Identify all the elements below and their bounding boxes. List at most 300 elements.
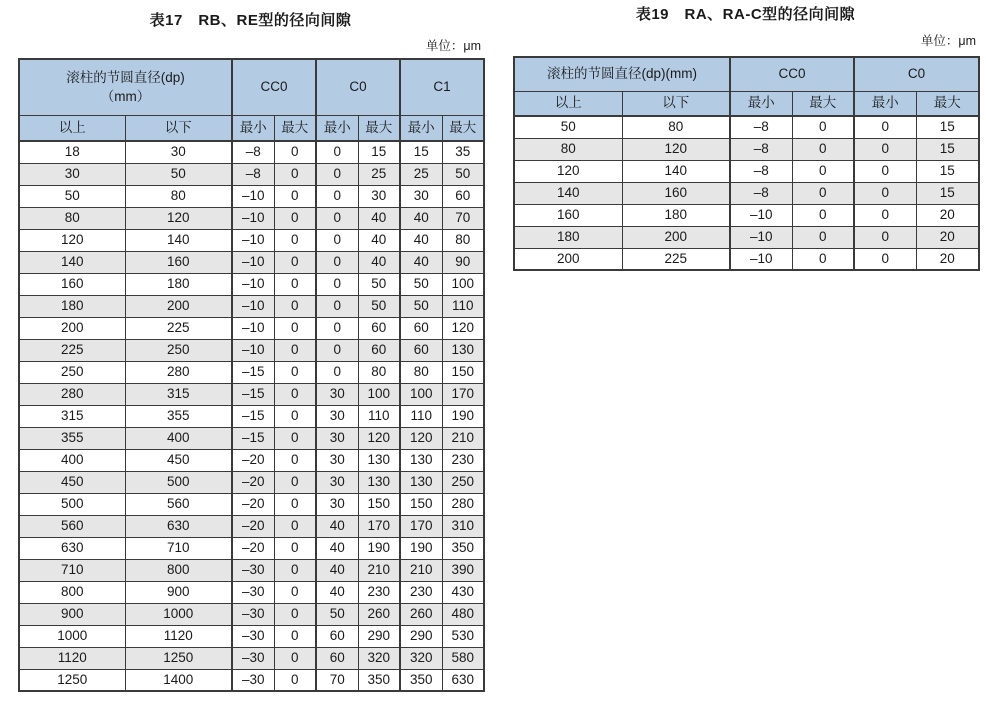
table-cell: 0 xyxy=(274,647,316,669)
table-cell: 40 xyxy=(316,537,358,559)
table-cell: 0 xyxy=(792,138,854,160)
table-row xyxy=(514,226,979,248)
table-cell: 0 xyxy=(316,361,358,383)
table-cell: 0 xyxy=(274,603,316,625)
table-cell: 800 xyxy=(125,559,232,581)
table-cell: 480 xyxy=(442,603,484,625)
table-cell: 80 xyxy=(19,207,125,229)
table17-unit-label: 单位：μm xyxy=(425,39,481,53)
table-row xyxy=(19,427,484,449)
table-row xyxy=(514,116,979,138)
col-header-c0-min: 最小 xyxy=(854,91,916,116)
table-cell: 710 xyxy=(125,537,232,559)
table-cell: 30 xyxy=(316,405,358,427)
table-cell: 150 xyxy=(400,493,442,515)
table-cell: 0 xyxy=(274,515,316,537)
table-cell: 50 xyxy=(358,273,400,295)
table-cell: 290 xyxy=(358,625,400,647)
table-cell: 0 xyxy=(274,383,316,405)
table-cell: 0 xyxy=(274,273,316,295)
table-cell: 400 xyxy=(19,449,125,471)
table-cell: 60 xyxy=(442,185,484,207)
table-cell: 315 xyxy=(19,405,125,427)
table-cell: 430 xyxy=(442,581,484,603)
table-cell: 25 xyxy=(358,163,400,185)
table-cell: 15 xyxy=(916,116,979,138)
table-cell: 230 xyxy=(442,449,484,471)
table-row xyxy=(19,273,484,295)
table-row xyxy=(19,581,484,603)
table-cell: 160 xyxy=(622,182,730,204)
table-cell: 0 xyxy=(316,295,358,317)
table17-title: 表17 RB、RE型的径向间隙 xyxy=(149,12,352,29)
table-cell: 260 xyxy=(358,603,400,625)
table-cell: 210 xyxy=(400,559,442,581)
col-header-dp xyxy=(19,59,232,115)
table-cell: 0 xyxy=(792,116,854,138)
table-cell: 60 xyxy=(400,339,442,361)
table-cell: –8 xyxy=(232,163,274,185)
table-cell: 190 xyxy=(358,537,400,559)
table-cell: 1120 xyxy=(19,647,125,669)
table-cell: 120 xyxy=(400,427,442,449)
table-cell: 30 xyxy=(316,427,358,449)
table-cell: 0 xyxy=(316,251,358,273)
table-cell: 0 xyxy=(316,163,358,185)
table-cell: 120 xyxy=(514,160,622,182)
table-cell: 0 xyxy=(854,138,916,160)
table-cell: 0 xyxy=(316,229,358,251)
table19-unit-label: 单位：μm xyxy=(920,34,976,48)
table-cell: 0 xyxy=(274,427,316,449)
table-row xyxy=(19,647,484,669)
table-cell: 180 xyxy=(19,295,125,317)
table-cell: –10 xyxy=(730,248,792,270)
col-header-cc0: CC0 xyxy=(730,57,854,91)
table-cell: 180 xyxy=(125,273,232,295)
table-cell: 0 xyxy=(274,493,316,515)
table-cell: 100 xyxy=(400,383,442,405)
table-cell: 120 xyxy=(125,207,232,229)
table-cell: 80 xyxy=(622,116,730,138)
table-cell: 30 xyxy=(316,471,358,493)
table-cell: –20 xyxy=(232,493,274,515)
table-cell: –30 xyxy=(232,669,274,691)
table-cell: 630 xyxy=(19,537,125,559)
table-cell: 200 xyxy=(19,317,125,339)
table-cell: 0 xyxy=(316,207,358,229)
table-cell: 0 xyxy=(792,204,854,226)
table-cell: 18 xyxy=(19,141,125,163)
table-cell: –15 xyxy=(232,383,274,405)
table-cell: –20 xyxy=(232,471,274,493)
table-cell: 0 xyxy=(274,581,316,603)
table-cell: 15 xyxy=(916,182,979,204)
table-cell: 280 xyxy=(125,361,232,383)
table-cell: 0 xyxy=(854,116,916,138)
table-cell: 560 xyxy=(125,493,232,515)
col-header-above: 以上 xyxy=(514,91,622,116)
table-cell: 190 xyxy=(400,537,442,559)
table-cell: 280 xyxy=(19,383,125,405)
table-cell: 200 xyxy=(125,295,232,317)
table-cell: 500 xyxy=(125,471,232,493)
table-row xyxy=(19,515,484,537)
table-cell: –8 xyxy=(730,138,792,160)
table-row xyxy=(19,493,484,515)
table-cell: –10 xyxy=(730,204,792,226)
table-cell: –10 xyxy=(232,207,274,229)
table-cell: 15 xyxy=(916,138,979,160)
table-cell: 900 xyxy=(19,603,125,625)
table-cell: 0 xyxy=(316,317,358,339)
table-cell: 40 xyxy=(316,515,358,537)
rb-re-radial-clearance-table xyxy=(18,58,485,692)
table-cell: –10 xyxy=(232,185,274,207)
table-cell: 0 xyxy=(316,141,358,163)
table-cell: 50 xyxy=(400,295,442,317)
col-header-cc0-max: 最大 xyxy=(274,115,316,141)
table-cell: 0 xyxy=(274,339,316,361)
table-row xyxy=(19,163,484,185)
table-cell: 40 xyxy=(358,251,400,273)
table-row xyxy=(19,185,484,207)
table-row xyxy=(19,383,484,405)
table-cell: 60 xyxy=(400,317,442,339)
table-cell: 200 xyxy=(514,248,622,270)
table-cell: 20 xyxy=(916,248,979,270)
table-row xyxy=(19,339,484,361)
table-cell: 35 xyxy=(442,141,484,163)
table-cell: 70 xyxy=(316,669,358,691)
table-row xyxy=(19,603,484,625)
col-header-c1-max: 最大 xyxy=(442,115,484,141)
table-cell: 315 xyxy=(125,383,232,405)
table-cell: 40 xyxy=(316,581,358,603)
table-row xyxy=(514,248,979,270)
table-cell: 290 xyxy=(400,625,442,647)
table-cell: 40 xyxy=(358,207,400,229)
table-cell: 170 xyxy=(358,515,400,537)
table-cell: 900 xyxy=(125,581,232,603)
table-row xyxy=(19,537,484,559)
table19-body xyxy=(514,116,979,270)
table-cell: 1400 xyxy=(125,669,232,691)
table-cell: 110 xyxy=(400,405,442,427)
ra-rac-radial-clearance-table xyxy=(513,56,980,271)
table-cell: 0 xyxy=(274,251,316,273)
table-row xyxy=(19,449,484,471)
table-cell: –8 xyxy=(232,141,274,163)
table-row xyxy=(19,251,484,273)
table-cell: 40 xyxy=(316,559,358,581)
table-cell: 50 xyxy=(19,185,125,207)
col-header-dp: 滚柱的节圆直径(dp)(mm) xyxy=(514,57,730,91)
table-cell: 450 xyxy=(125,449,232,471)
col-header-cc0-min: 最小 xyxy=(232,115,274,141)
col-header-c0-max: 最大 xyxy=(358,115,400,141)
col-header-c1: C1 xyxy=(400,59,484,115)
table-cell: –10 xyxy=(232,295,274,317)
table-cell: 0 xyxy=(274,405,316,427)
table-cell: 60 xyxy=(358,339,400,361)
table-cell: 210 xyxy=(358,559,400,581)
table-cell: 140 xyxy=(125,229,232,251)
table-cell: 0 xyxy=(854,182,916,204)
col-header-c0: C0 xyxy=(854,57,979,91)
table-cell: 110 xyxy=(442,295,484,317)
table-row xyxy=(514,138,979,160)
table-row xyxy=(19,361,484,383)
table-cell: –20 xyxy=(232,515,274,537)
table-cell: 30 xyxy=(316,493,358,515)
table-row xyxy=(19,141,484,163)
table-cell: 310 xyxy=(442,515,484,537)
table-cell: 450 xyxy=(19,471,125,493)
table-cell: 50 xyxy=(400,273,442,295)
table-cell: 0 xyxy=(274,163,316,185)
col-header-above: 以上 xyxy=(19,115,125,141)
table-cell: 50 xyxy=(358,295,400,317)
table-cell: 25 xyxy=(400,163,442,185)
table-cell: 60 xyxy=(316,625,358,647)
table-cell: –20 xyxy=(232,449,274,471)
table-cell: 120 xyxy=(442,317,484,339)
table-cell: –8 xyxy=(730,182,792,204)
table-cell: 390 xyxy=(442,559,484,581)
table-cell: 30 xyxy=(400,185,442,207)
table-row xyxy=(19,405,484,427)
table-cell: 0 xyxy=(274,207,316,229)
table-row xyxy=(514,160,979,182)
table-cell: 170 xyxy=(400,515,442,537)
table-cell: 130 xyxy=(442,339,484,361)
table-cell: 250 xyxy=(442,471,484,493)
table-cell: 280 xyxy=(442,493,484,515)
table-cell: 0 xyxy=(274,625,316,647)
table-row xyxy=(19,295,484,317)
table-cell: 0 xyxy=(274,449,316,471)
table-cell: 180 xyxy=(514,226,622,248)
table-cell: 250 xyxy=(125,339,232,361)
table-cell: 0 xyxy=(274,471,316,493)
table-cell: 50 xyxy=(442,163,484,185)
table-cell: 350 xyxy=(358,669,400,691)
table-cell: 0 xyxy=(274,537,316,559)
table-cell: 0 xyxy=(316,185,358,207)
table-cell: 130 xyxy=(358,449,400,471)
table-cell: 130 xyxy=(400,471,442,493)
table-cell: 0 xyxy=(854,204,916,226)
table-cell: 400 xyxy=(125,427,232,449)
table-cell: 60 xyxy=(358,317,400,339)
table-cell: 110 xyxy=(358,405,400,427)
table-cell: –30 xyxy=(232,581,274,603)
table-cell: –10 xyxy=(232,273,274,295)
table-cell: 0 xyxy=(792,182,854,204)
table-cell: 0 xyxy=(854,226,916,248)
table19-title: 表19 RA、RA-C型的径向间隙 xyxy=(635,6,856,23)
table-cell: 20 xyxy=(916,226,979,248)
table-cell: 0 xyxy=(274,141,316,163)
table-cell: 0 xyxy=(274,229,316,251)
table-cell: –10 xyxy=(232,317,274,339)
table-row xyxy=(19,471,484,493)
table-cell: 530 xyxy=(442,625,484,647)
table-cell: 50 xyxy=(316,603,358,625)
table-cell: 0 xyxy=(316,273,358,295)
table-cell: –15 xyxy=(232,361,274,383)
col-header-below: 以下 xyxy=(622,91,730,116)
col-header-c0-max: 最大 xyxy=(916,91,979,116)
table-cell: 355 xyxy=(19,427,125,449)
table-cell: 0 xyxy=(274,295,316,317)
table-cell: –30 xyxy=(232,559,274,581)
table-cell: 230 xyxy=(400,581,442,603)
table-cell: –15 xyxy=(232,427,274,449)
table-cell: 350 xyxy=(400,669,442,691)
table-cell: 30 xyxy=(358,185,400,207)
col-header-cc0: CC0 xyxy=(232,59,316,115)
table-cell: 120 xyxy=(622,138,730,160)
table-cell: 225 xyxy=(622,248,730,270)
table-cell: 80 xyxy=(400,361,442,383)
table-cell: 20 xyxy=(916,204,979,226)
table-cell: 150 xyxy=(358,493,400,515)
table-row xyxy=(514,182,979,204)
table-cell: 50 xyxy=(514,116,622,138)
table-cell: –10 xyxy=(232,229,274,251)
col-header-below: 以下 xyxy=(125,115,232,141)
table-cell: 200 xyxy=(622,226,730,248)
table-cell: –30 xyxy=(232,625,274,647)
table-cell: –8 xyxy=(730,160,792,182)
table-cell: 1000 xyxy=(125,603,232,625)
table-cell: 710 xyxy=(19,559,125,581)
table-cell: 160 xyxy=(125,251,232,273)
table-cell: 1000 xyxy=(19,625,125,647)
table-cell: 150 xyxy=(442,361,484,383)
table-row xyxy=(19,669,484,691)
table-cell: 40 xyxy=(358,229,400,251)
table-cell: 350 xyxy=(442,537,484,559)
table-cell: 40 xyxy=(400,207,442,229)
table-cell: –30 xyxy=(232,603,274,625)
table-cell: 60 xyxy=(316,647,358,669)
table-cell: –20 xyxy=(232,537,274,559)
table-cell: –10 xyxy=(232,339,274,361)
table-cell: –8 xyxy=(730,116,792,138)
col-header-c1-min: 最小 xyxy=(400,115,442,141)
table-cell: –10 xyxy=(730,226,792,248)
table-cell: 320 xyxy=(358,647,400,669)
table-row xyxy=(19,559,484,581)
table-cell: 320 xyxy=(400,647,442,669)
table-cell: 1120 xyxy=(125,625,232,647)
table-cell: 30 xyxy=(19,163,125,185)
table-cell: 580 xyxy=(442,647,484,669)
table-cell: 0 xyxy=(274,559,316,581)
table-cell: 50 xyxy=(125,163,232,185)
table-cell: 225 xyxy=(125,317,232,339)
table-cell: 1250 xyxy=(125,647,232,669)
table-cell: 0 xyxy=(792,160,854,182)
table-cell: 0 xyxy=(854,160,916,182)
table-row xyxy=(19,229,484,251)
table-cell: 80 xyxy=(358,361,400,383)
table-cell: 30 xyxy=(316,383,358,405)
table-cell: 15 xyxy=(400,141,442,163)
table-cell: 30 xyxy=(316,449,358,471)
table-cell: 250 xyxy=(19,361,125,383)
table-cell: 0 xyxy=(274,185,316,207)
table-cell: 70 xyxy=(442,207,484,229)
table-row xyxy=(514,204,979,226)
table-cell: 130 xyxy=(400,449,442,471)
table-cell: 130 xyxy=(358,471,400,493)
col-header-c0-min: 最小 xyxy=(316,115,358,141)
table-cell: 30 xyxy=(125,141,232,163)
table-cell: 120 xyxy=(358,427,400,449)
col-header-cc0-max: 最大 xyxy=(792,91,854,116)
table-cell: 630 xyxy=(125,515,232,537)
table-cell: 100 xyxy=(358,383,400,405)
table-cell: 140 xyxy=(622,160,730,182)
table-cell: 40 xyxy=(400,251,442,273)
table-cell: 1250 xyxy=(19,669,125,691)
table17-body xyxy=(19,141,484,691)
table-cell: 15 xyxy=(358,141,400,163)
table-cell: –10 xyxy=(232,251,274,273)
table-cell: 40 xyxy=(400,229,442,251)
table-cell: 500 xyxy=(19,493,125,515)
table-cell: 160 xyxy=(514,204,622,226)
table-cell: 80 xyxy=(514,138,622,160)
table-cell: 80 xyxy=(442,229,484,251)
table-row xyxy=(19,625,484,647)
table-cell: 0 xyxy=(274,361,316,383)
table-cell: 160 xyxy=(19,273,125,295)
col-header-c0: C0 xyxy=(316,59,400,115)
table-cell: 800 xyxy=(19,581,125,603)
table-cell: –15 xyxy=(232,405,274,427)
col-header-cc0-min: 最小 xyxy=(730,91,792,116)
dp-header-line1: 滚柱的节圆直径(dp) xyxy=(66,69,185,85)
table-cell: 140 xyxy=(19,251,125,273)
table-cell: 100 xyxy=(442,273,484,295)
table-cell: 0 xyxy=(316,339,358,361)
table-cell: 630 xyxy=(442,669,484,691)
table-cell: 355 xyxy=(125,405,232,427)
table-cell: 0 xyxy=(792,226,854,248)
table-cell: 120 xyxy=(19,229,125,251)
table-cell: 90 xyxy=(442,251,484,273)
table-cell: 225 xyxy=(19,339,125,361)
table-cell: 190 xyxy=(442,405,484,427)
dp-header-line2: （mm） xyxy=(100,89,151,105)
table-cell: 260 xyxy=(400,603,442,625)
table-cell: 140 xyxy=(514,182,622,204)
table-cell: 170 xyxy=(442,383,484,405)
table-cell: 80 xyxy=(125,185,232,207)
table-cell: 0 xyxy=(792,248,854,270)
table-cell: 0 xyxy=(274,669,316,691)
table-cell: –30 xyxy=(232,647,274,669)
table-cell: 0 xyxy=(854,248,916,270)
table-cell: 230 xyxy=(358,581,400,603)
table-row xyxy=(19,317,484,339)
table-row xyxy=(19,207,484,229)
